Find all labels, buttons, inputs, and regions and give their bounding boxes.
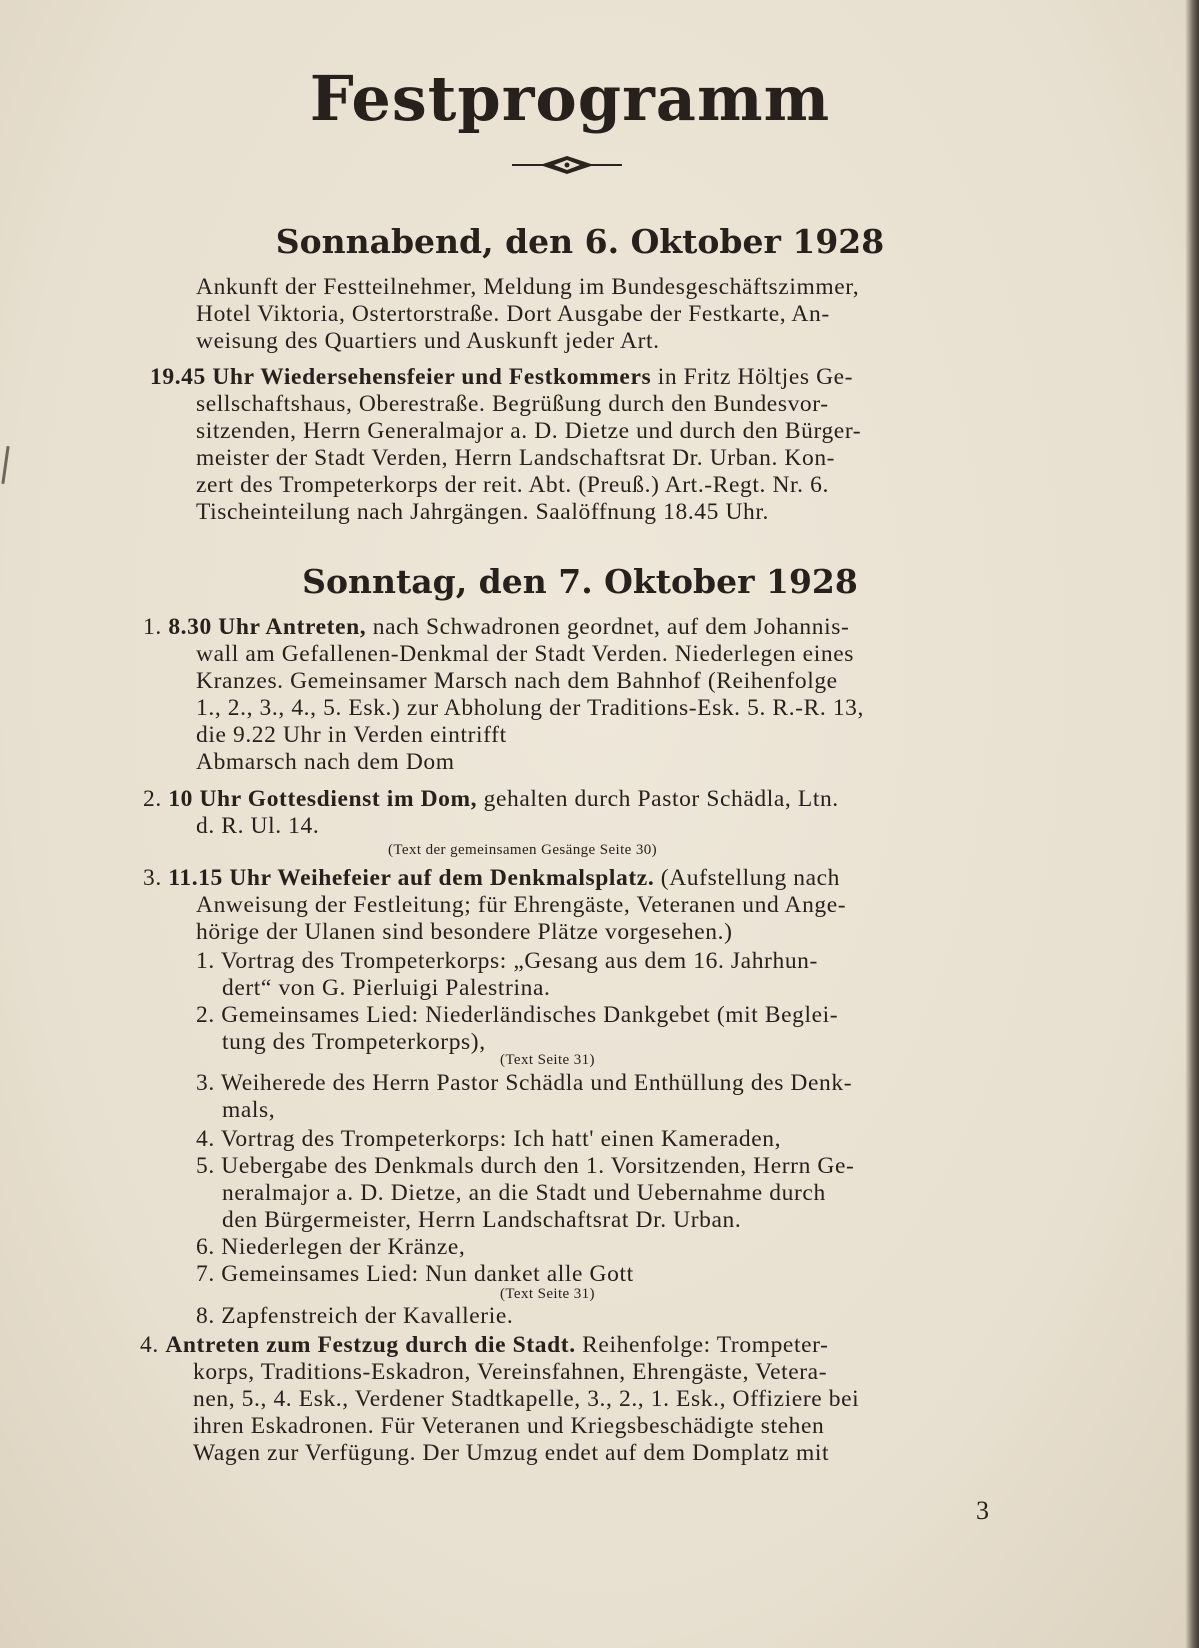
item3-subitem-3: 3. Weiherede des Herrn Pastor Schädla und Enthüllung des Denk- <box>196 1070 853 1096</box>
item3-subitem-6: 6. Niederlegen der Kränze, <box>196 1234 466 1260</box>
item1-line-6: Abmarsch nach dem Dom <box>196 749 455 775</box>
item3-subitem-1: 1. Vortrag des Trompeterkorps: „Gesang aus dem 16. Jahrhun- <box>196 948 818 974</box>
saturday-arrival-line-2: Hotel Viktoria, Ostertorstraße. Dort Ausgabe der Festkarte, An- <box>196 301 830 327</box>
item3-title: 11.15 Uhr Weihefeier auf dem Denkmalsplatz. <box>168 865 655 891</box>
page-edge-shadow <box>1185 0 1199 1648</box>
page-title: Festprogramm <box>309 62 831 135</box>
item1-line-2: wall am Gefallenen-Denkmal der Stadt Verden. Niederlegen eines <box>196 641 854 667</box>
item1-line-3: Kranzes. Gemeinsamer Marsch nach dem Bahnhof (Reihenfolge <box>196 668 838 694</box>
saturday-evening-line-2: sellschaftshaus, Oberestraße. Begrüßung durch den Bundesvor- <box>196 391 829 417</box>
ornament-divider <box>512 152 622 178</box>
item3-subitem-5: 5. Uebergabe des Denkmals durch den 1. Vorsitzenden, Herrn Ge- <box>196 1153 855 1179</box>
item3-number: 3. <box>143 865 162 891</box>
saturday-evening-time: 19.45 Uhr Wiedersehensfeier und Festkommers <box>150 364 652 390</box>
item1-title: 8.30 Uhr Antreten, <box>168 614 367 640</box>
item3-subitem-5-cont: neralmajor a. D. Dietze, an die Stadt und Uebernahme durch <box>222 1180 826 1206</box>
sunday-heading: Sonntag, den 7. Oktober 1928 <box>302 562 858 601</box>
item1-text: nach Schwadronen geordnet, auf dem Johannis- <box>366 614 850 640</box>
margin-mark <box>1 446 9 484</box>
item2-line-1 <box>143 786 839 813</box>
saturday-arrival-line-1: Ankunft der Festteilnehmer, Meldung im Bundesgeschäftszimmer, <box>196 274 860 300</box>
item2-title: 10 Uhr Gottesdienst im Dom, <box>168 786 478 812</box>
item1-line-5: die 9.22 Uhr in Verden eintrifft <box>196 722 507 748</box>
item4-line-5: Wagen zur Verfügung. Der Umzug endet auf dem Domplatz mit <box>193 1440 830 1466</box>
item2-line-2: d. R. Ul. 14. <box>196 813 320 839</box>
item3-subitem-7: 7. Gemeinsames Lied: Nun danket alle Gott <box>196 1261 634 1287</box>
item3-line-3: hörige der Ulanen sind besondere Plätze vorgesehen.) <box>196 919 733 945</box>
saturday-evening-line-6: Tischeinteilung nach Jahrgängen. Saalöffnung 18.45 Uhr. <box>196 499 769 525</box>
item3-subitem-2: 2. Gemeinsames Lied: Niederländisches Dankgebet (mit Beglei- <box>196 1002 839 1028</box>
item2-number: 2. <box>143 786 162 812</box>
item4-line-4: ihren Eskadronen. Für Veteranen und Kriegsbeschädigte stehen <box>193 1413 825 1439</box>
item3-subitem-3-cont: mals, <box>222 1097 276 1123</box>
saturday-evening-line-3: sitzenden, Herrn Generalmajor a. D. Dietze und durch den Bürger- <box>196 418 862 444</box>
item1-number: 1. <box>143 614 162 640</box>
item3-subitem-8: 8. Zapfenstreich der Kavallerie. <box>196 1303 514 1329</box>
item3-subitem-2-cont: tung des Trompeterkorps), <box>222 1029 486 1055</box>
item4-text: Reihenfolge: Trompeter- <box>575 1332 829 1358</box>
saturday-evening-text: in Fritz Höltjes Ge- <box>651 364 854 390</box>
saturday-arrival-line-3: weisung des Quartiers und Auskunft jeder Art. <box>196 328 660 354</box>
saturday-evening-line-5: zert des Trompeterkorps der reit. Abt. (Preuß.) Art.-Regt. Nr. 6. <box>196 472 829 498</box>
item4-line-3: nen, 5., 4. Esk., Verdener Stadtkapelle, 3., 2., 1. Esk., Offiziere bei <box>193 1386 860 1412</box>
item4-number: 4. <box>140 1332 159 1358</box>
item3-subitem-1-cont: dert“ von G. Pierluigi Palestrina. <box>222 975 551 1001</box>
item2-text: gehalten durch Pastor Schädla, Ltn. <box>477 786 839 812</box>
item3-subitem-4: 4. Vortrag des Trompeterkorps: Ich hatt' einen Kameraden, <box>196 1126 782 1152</box>
item3-note-a: (Text Seite 31) <box>500 1052 595 1068</box>
saturday-heading: Sonnabend, den 6. Oktober 1928 <box>275 222 885 261</box>
item3-subitem-5-cont2: den Bürgermeister, Herrn Landschaftsrat Dr. Urban. <box>222 1207 742 1233</box>
item4-line-2: korps, Traditions-Eskadron, Vereinsfahnen, Ehrengäste, Vetera- <box>193 1359 828 1385</box>
item3-note-b: (Text Seite 31) <box>500 1286 595 1302</box>
saturday-evening-line-4: meister der Stadt Verden, Herrn Landschaftsrat Dr. Urban. Kon- <box>196 445 836 471</box>
item1-line-4: 1., 2., 3., 4., 5. Esk.) zur Abholung der Traditions-Esk. 5. R.-R. 13, <box>196 695 865 721</box>
item4-title: Antreten zum Festzug durch die Stadt. <box>165 1332 576 1358</box>
item3-line-2: Anweisung der Festleitung; für Ehrengäste, Veteranen und Ange- <box>196 892 847 918</box>
item3-line-1 <box>143 865 840 892</box>
item1-line-1 <box>143 614 849 641</box>
saturday-evening-line-1 <box>150 364 853 391</box>
item4-line-1 <box>140 1332 829 1359</box>
page-number: 3 <box>976 1496 989 1525</box>
item2-note: (Text der gemeinsamen Gesänge Seite 30) <box>388 842 658 858</box>
item3-text: (Aufstellung nach <box>654 865 841 891</box>
